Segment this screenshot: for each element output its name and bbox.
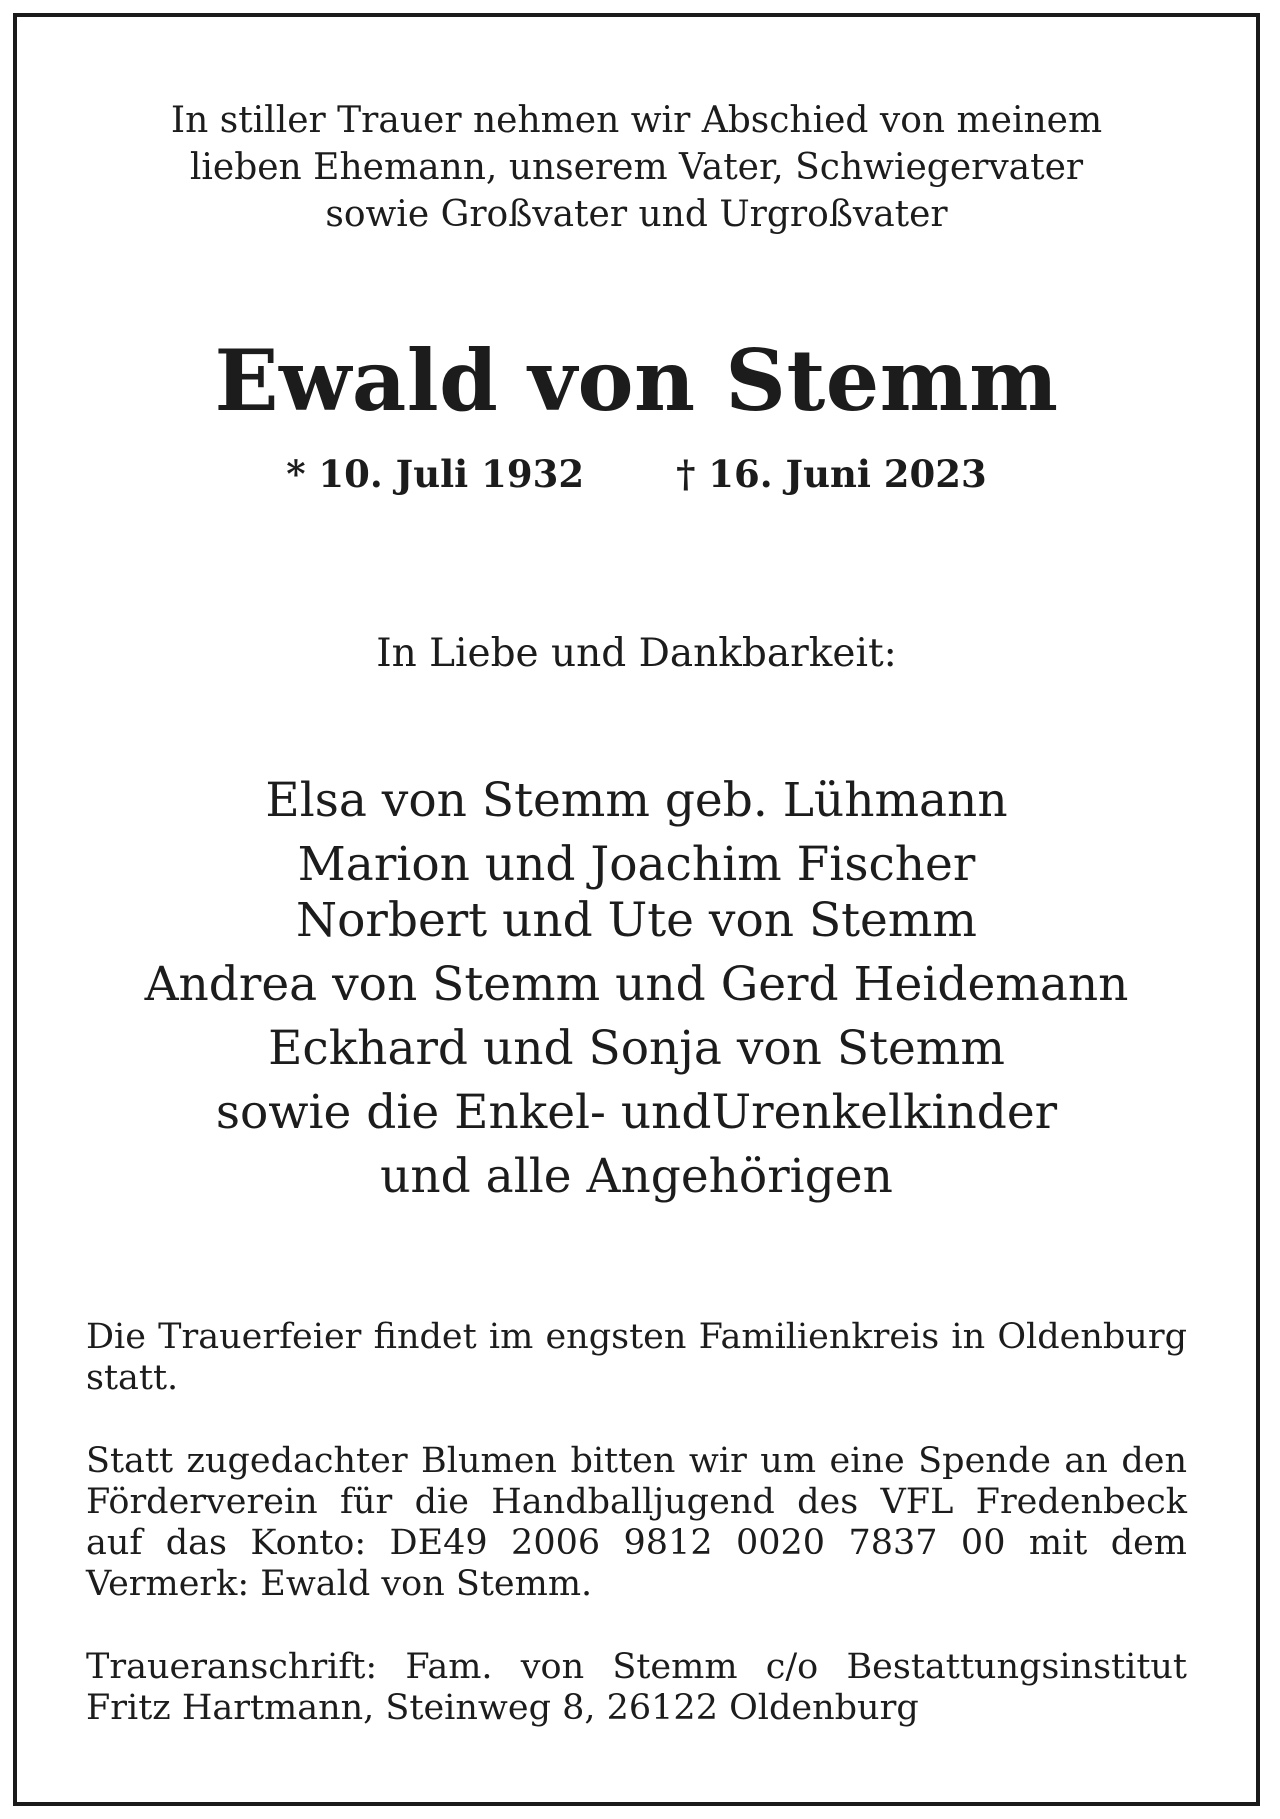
mourner-line: Andrea von Stemm und Gerd Heidemann: [144, 957, 1129, 1012]
mourning-address: Traueranschrift: Fam. von Stemm c/o Bestattungsinstitut Fritz Hartmann, Steinweg 8, 26122 Oldenburg: [86, 1647, 1187, 1728]
deceased-name: Ewald von Stemm: [214, 331, 1059, 430]
intro-line: sowie Großvater und Urgroßvater: [325, 194, 948, 235]
ceremony-note: Die Trauerfeier findet im engsten Familienkreis in Oldenburg statt.: [86, 1317, 1187, 1398]
funeral-info: [86, 1317, 1187, 1771]
death-date: † 16. Juni 2023: [676, 452, 987, 496]
obituary-notice: [13, 13, 1260, 1806]
mourner-line: sowie die Enkel- undUrenkelkinder: [215, 1085, 1058, 1140]
birth-date: * 10. Juli 1932: [286, 452, 585, 496]
intro-text: [17, 97, 1256, 238]
mourner-line: Marion und Joachim Fischer: [297, 837, 976, 892]
mourner-line: Elsa von Stemm geb. Lühmann: [265, 773, 1008, 828]
mourners-list: [17, 769, 1256, 1209]
mourner-line: Eckhard und Sonja von Stemm: [268, 1021, 1005, 1076]
intro-line: In stiller Trauer nehmen wir Abschied von meinem: [170, 100, 1103, 141]
life-dates: [17, 451, 1256, 497]
donation-note: Statt zugedachter Blumen bitten wir um eine Spende an den Förderverein für die Handballjugend des VFL Fredenbeck auf das Konto: DE49 2006 9812 0020 7837 00 mit dem Vermerk: Ewald von Stemm.: [86, 1441, 1187, 1604]
mourner-line: und alle Angehörigen: [380, 1149, 893, 1204]
intro-line: lieben Ehemann, unserem Vater, Schwiegervater: [189, 147, 1084, 188]
mourner-line: Norbert und Ute von Stemm: [296, 893, 977, 948]
thanks-line: In Liebe und Dankbarkeit:: [376, 631, 897, 676]
